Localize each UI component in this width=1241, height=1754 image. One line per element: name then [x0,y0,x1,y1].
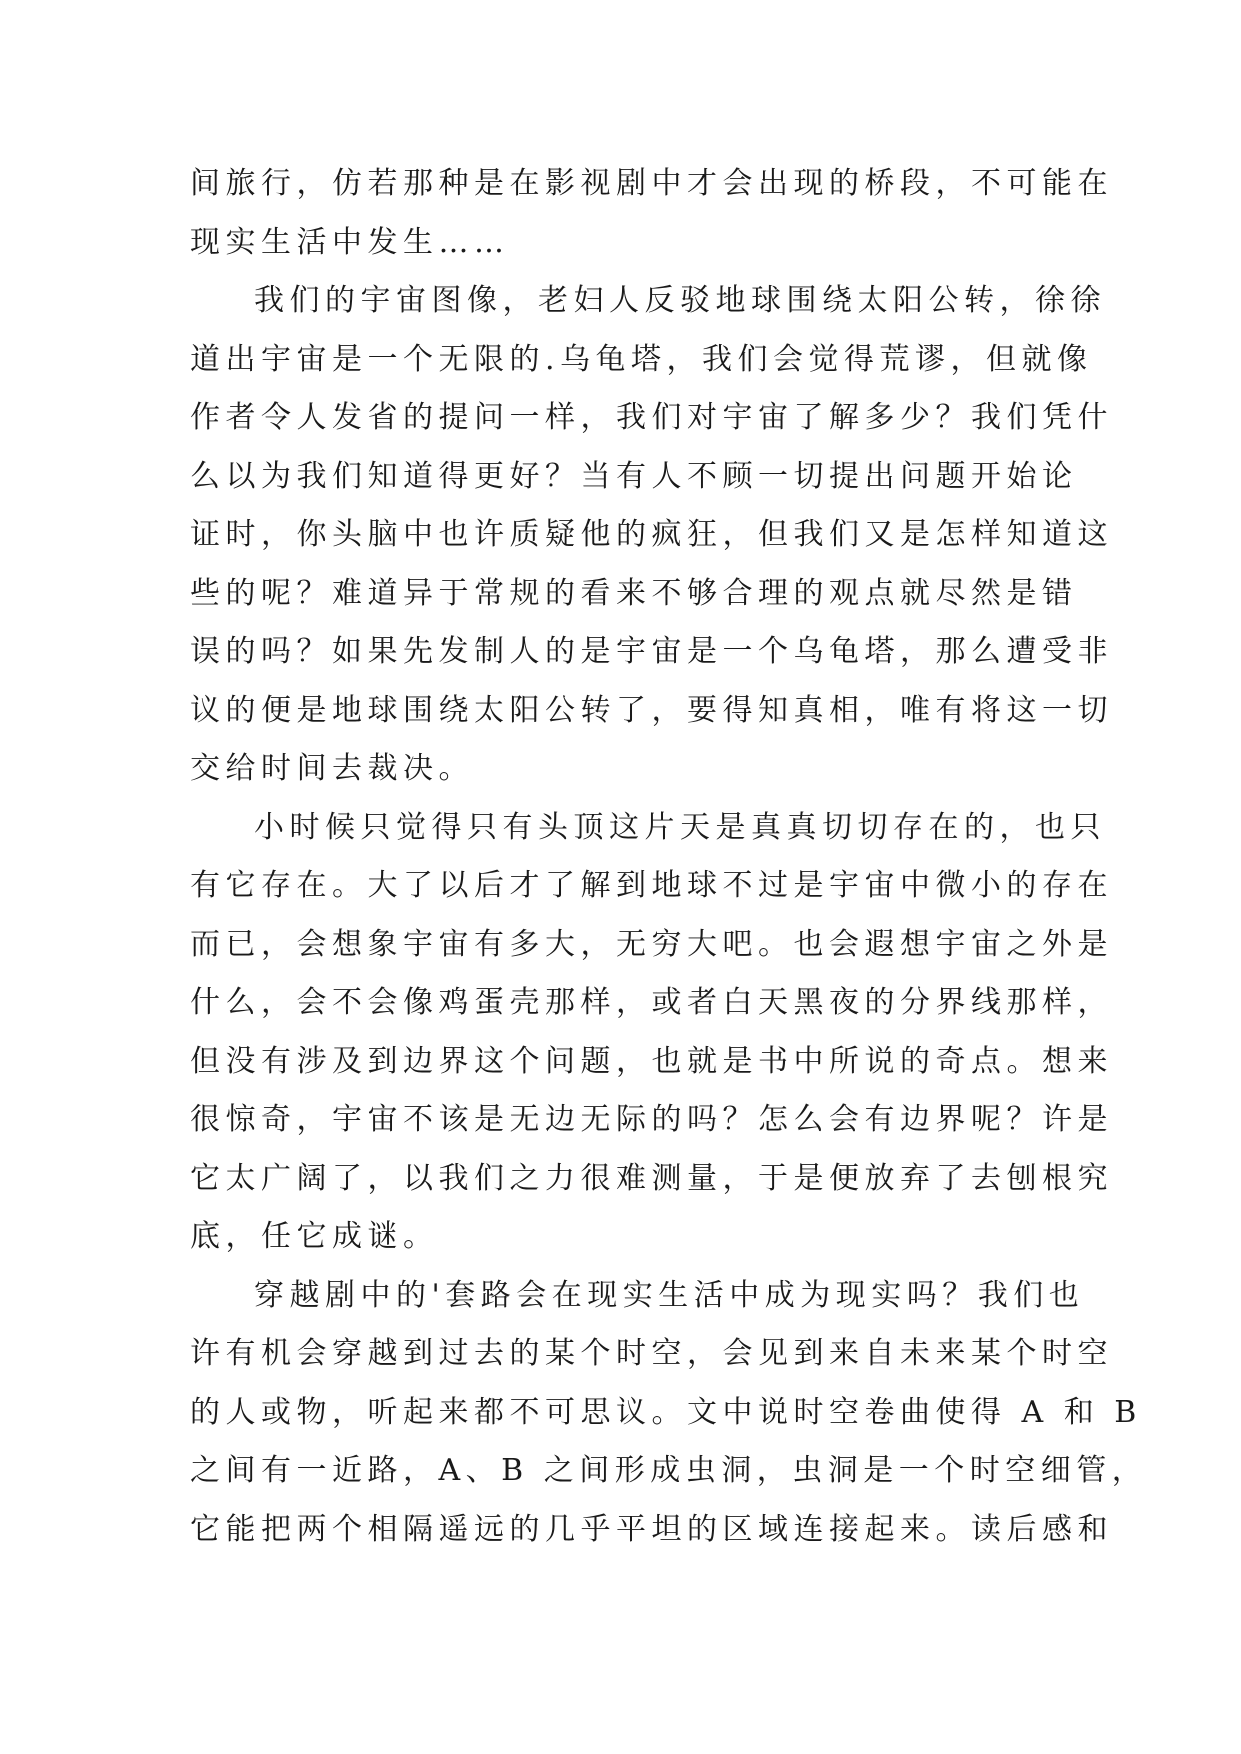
text-line: 有它存在。大了以后才了解到地球不过是宇宙中微小的存在 [190,868,1113,903]
text-line: 证时，你头脑中也许质疑他的疯狂，但我们又是怎样知道这 [190,517,1113,552]
text-line: 什么，会不会像鸡蛋壳那样，或者白天黑夜的分界线那样， [190,985,1113,1020]
text-line: 底，任它成谜。 [190,1219,439,1254]
paragraph-first-line: 我们的宇宙图像，老妇人反驳地球围绕太阳公转，徐徐 [254,283,1106,318]
text-line: 它能把两个相隔遥远的几乎平坦的区域连接起来。读后感和 [190,1511,1113,1547]
text-line: 之间有一近路，A、B 之间形成虫洞，虫洞是一个时空细管， [190,1453,1148,1488]
text-line: 很惊奇，宇宙不该是无边无际的吗？怎么会有边界呢？许是 [190,1102,1113,1137]
text-line: 它太广阔了，以我们之力很难测量，于是便放弃了去刨根究 [190,1160,1113,1196]
text-line: 但没有涉及到边界这个问题，也就是书中所说的奇点。想来 [190,1043,1113,1079]
text-line: 议的便是地球围绕太阳公转了，要得知真相，唯有将这一切 [190,692,1113,728]
text-line: 道出宇宙是一个无限的.乌龟塔，我们会觉得荒谬，但就像 [190,341,1093,377]
text-line: 作者令人发省的提问一样，我们对宇宙了解多少？我们凭什 [190,400,1113,435]
text-line: 现实生活中发生…… [190,224,510,260]
paragraph-first-line: 穿越剧中的'套路会在现实生活中成为现实吗？我们也 [254,1277,1085,1313]
text-line: 交给时间去裁决。 [190,751,474,786]
text-line: 的人或物，听起来都不可思议。文中说时空卷曲使得 A 和 B [190,1394,1142,1430]
text-line: 许有机会穿越到过去的某个时空，会见到来自未来某个时空 [190,1336,1113,1371]
text-line: 些的呢？难道异于常规的看来不够合理的观点就尽然是错 [190,575,1078,611]
body-text [190,155,1148,1559]
paragraph-first-line: 小时候只觉得只有头顶这片天是真真切切存在的，也只 [254,809,1106,845]
text-line: 而已，会想象宇宙有多大，无穷大吧。也会遐想宇宙之外是 [190,926,1113,962]
text-line: 间旅行，仿若那种是在影视剧中才会出现的桥段，不可能在 [190,166,1113,201]
text-line: 误的吗？如果先发制人的是宇宙是一个乌龟塔，那么遭受非 [190,634,1113,669]
text-line: 么以为我们知道得更好？当有人不顾一切提出问题开始论 [190,458,1078,494]
